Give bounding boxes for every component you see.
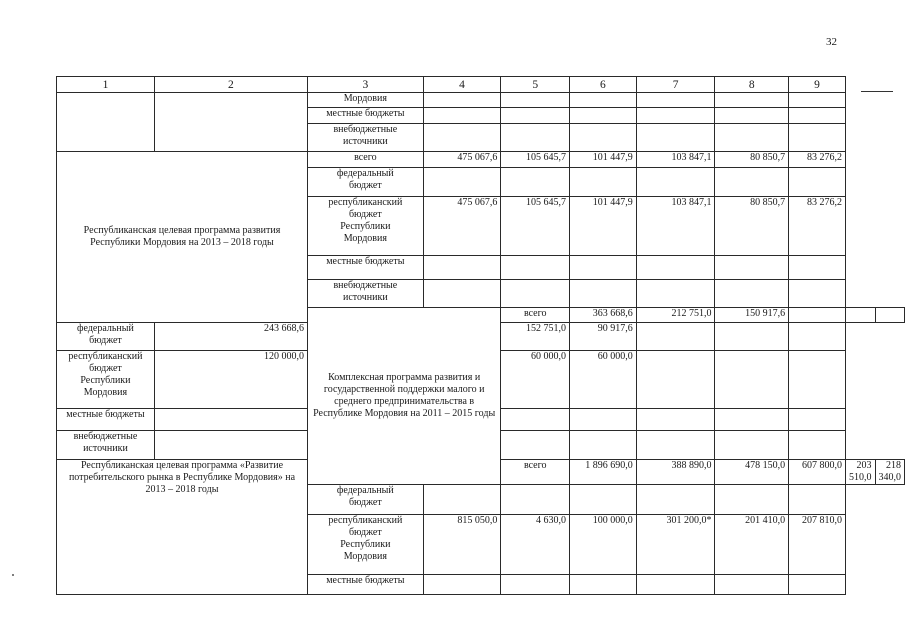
col-header: 5 [501,77,570,93]
source-label: внебюджетные источники [307,280,423,308]
value-cell: 101 447,9 [570,152,637,168]
source-label: местные бюджеты [307,256,423,280]
page-number: 32 [826,36,837,48]
col-header: 9 [789,77,846,93]
value-cell: 60 000,0 [501,351,570,409]
program-name: Республиканская целевая программа развития Республики Мордовия на 2013 – 2018 годы [57,152,308,323]
value-cell: 363 668,6 [570,308,637,323]
value-cell: 388 890,0 [636,460,715,485]
source-label: местные бюджеты [307,108,423,124]
value-cell: 83 276,2 [789,152,846,168]
value-cell: 301 200,0* [636,515,715,575]
value-cell: 80 850,7 [715,197,789,256]
budget-table [56,76,905,595]
value-cell: 218 340,0 [875,460,905,485]
value-cell: 152 751,0 [501,323,570,351]
value-cell: 607 800,0 [789,460,846,485]
source-label: федеральный бюджет [307,485,423,515]
value-cell: 815 050,0 [423,515,501,575]
source-label: внебюджетные источники [307,124,423,152]
value-cell: 212 751,0 [636,308,715,323]
value-cell: 83 276,2 [789,197,846,256]
value-cell: 475 067,6 [423,197,501,256]
col-header: 2 [154,77,307,93]
table-row [57,152,905,168]
value-cell: 478 150,0 [715,460,789,485]
value-cell: 1 896 690,0 [570,460,637,485]
table-row [57,93,905,108]
source-label: федеральный бюджет [307,168,423,197]
col-header: 8 [715,77,789,93]
source-label: местные бюджеты [57,409,155,431]
source-label: всего [307,152,423,168]
empty-cell [154,93,307,152]
value-cell: 243 668,6 [154,323,307,351]
value-cell: 4 630,0 [501,515,570,575]
program-name: Комплексная программа развития и государственной поддержки малого и среднего предпринимательства в Республике Мордовия на 2011 – 2015 годы [307,308,500,485]
value-cell: 207 810,0 [789,515,846,575]
value-cell: 90 917,6 [570,323,637,351]
source-label: внебюджетные источники [57,431,155,460]
empty-cell [57,93,155,152]
source-label: Мордовия [307,93,423,108]
source-label: федеральный бюджет [57,323,155,351]
value-cell: 150 917,6 [715,308,789,323]
value-cell: 105 645,7 [501,152,570,168]
source-label: республиканский бюджет Республики Мордовия [57,351,155,409]
value-cell: 103 847,1 [636,152,715,168]
value-cell: 101 447,9 [570,197,637,256]
value-cell: 201 410,0 [715,515,789,575]
value-cell: 105 645,7 [501,197,570,256]
program-name: Республиканская целевая программа «Развитие потребительского рынка в Республике Мордовия» на 2013 – 2018 годы [57,460,308,595]
col-header: 7 [636,77,715,93]
value-cell: 103 847,1 [636,197,715,256]
value-cell: 475 067,6 [423,152,501,168]
source-label: местные бюджеты [307,575,423,595]
source-label: всего [501,308,570,323]
stray-mark [12,574,14,576]
value-cell: 203 510,0 [846,460,876,485]
col-header: 3 [307,77,423,93]
value-cell: 80 850,7 [715,152,789,168]
col-header: 6 [570,77,637,93]
header-row [57,77,905,93]
value-cell: 120 000,0 [154,351,307,409]
source-label: всего [501,460,570,485]
col-header: 4 [423,77,501,93]
value-cell: 100 000,0 [570,515,637,575]
col-header: 1 [57,77,155,93]
source-label: республиканский бюджет Республики Мордовия [307,515,423,575]
value-cell: 60 000,0 [570,351,637,409]
source-label: республиканский бюджет Республики Мордовия [307,197,423,256]
